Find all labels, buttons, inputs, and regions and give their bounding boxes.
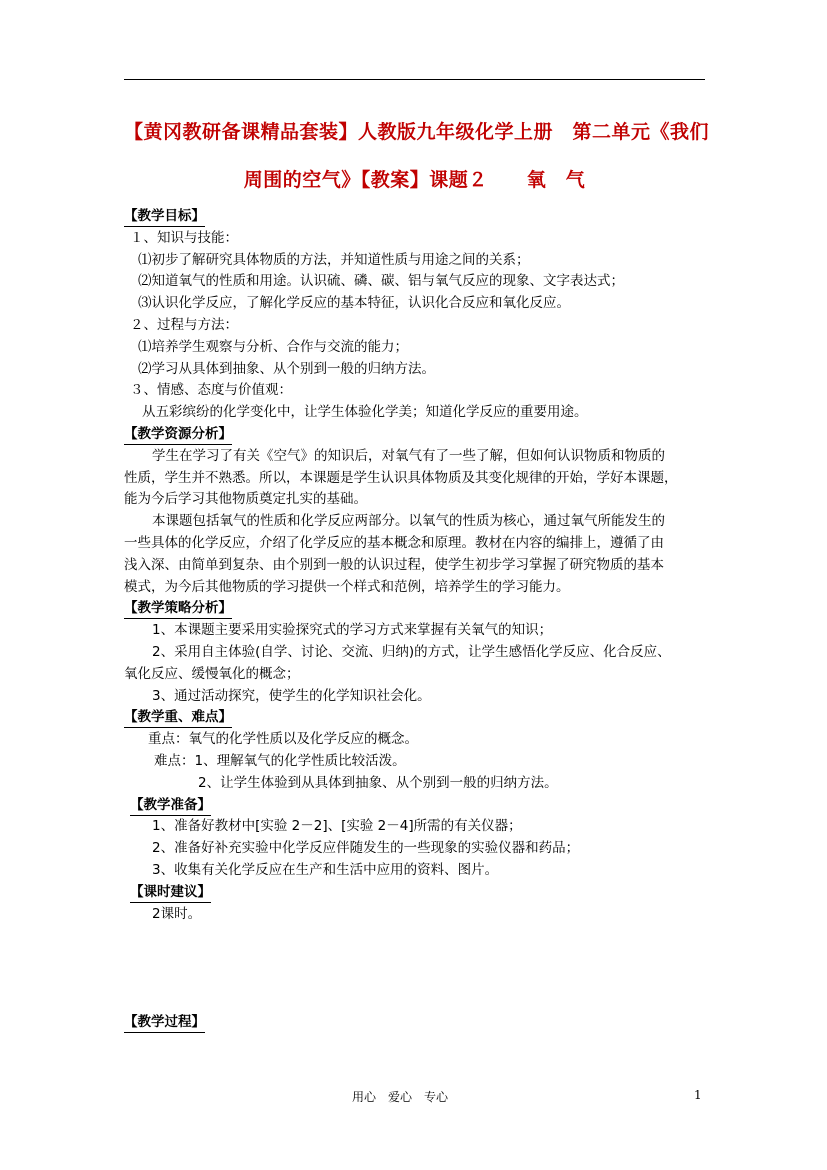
page-number: 1 bbox=[694, 1088, 702, 1102]
goals-line: ⑵知道氧气的性质和用途。认识硫、磷、碳、铝与氧气反应的现象、文字表达式； bbox=[138, 273, 624, 290]
footer-motto: 用心 爱心 专心 bbox=[352, 1090, 449, 1104]
resources-line: 学生在学习了有关《空气》的知识后，对氧气有了一些了解，但如何认识物质和物质的 bbox=[152, 447, 665, 464]
blank-space bbox=[124, 925, 716, 1012]
section-heading-resources: 【教学资源分析】 bbox=[124, 425, 232, 445]
goals-line: １、知识与技能： bbox=[130, 229, 238, 246]
resources-line: 本课题包括氧气的性质和化学反应两部分。以氧气的性质为核心，通过氧气所能发生的 bbox=[152, 513, 665, 530]
prep-line: 1、准备好教材中[实验 2－2]、[实验 2－4]所需的有关仪器； bbox=[152, 818, 522, 835]
goals-line: ⑴培养学生观察与分析、合作与交流的能力； bbox=[138, 338, 408, 355]
section-hours bbox=[124, 882, 716, 904]
section-keypoints bbox=[124, 707, 716, 729]
section-heading-prep: 【教学准备】 bbox=[130, 796, 211, 816]
section-process bbox=[124, 1012, 716, 1034]
section-heading-process: 【教学过程】 bbox=[124, 1013, 205, 1033]
strategy-line: 氧化反应、缓慢氧化的概念； bbox=[124, 665, 300, 682]
goals-line: 从五彩缤纷的化学变化中，让学生体验化学美；知道化学反应的重要用途。 bbox=[142, 404, 588, 421]
keypoints-line: 重点：氧气的化学性质以及化学反应的概念。 bbox=[148, 731, 418, 748]
document-body bbox=[124, 206, 716, 1034]
goals-line: ⑶认识化学反应，了解化学反应的基本特征，认识化合反应和氧化反应。 bbox=[138, 295, 570, 312]
strategy-line: 3、通过活动探究，使学生的化学知识社会化。 bbox=[152, 687, 431, 704]
section-heading-strategy: 【教学策略分析】 bbox=[124, 599, 232, 619]
section-strategy bbox=[124, 598, 716, 620]
resources-line: 能为今后学习其他物质奠定扎实的基础。 bbox=[124, 491, 367, 508]
goals-line: ２、过程与方法： bbox=[130, 316, 238, 333]
prep-line: 2、准备好补充实验中化学反应伴随发生的一些现象的实验仪器和药品； bbox=[152, 840, 580, 857]
document-title bbox=[124, 108, 710, 204]
title-line-2: 周围的空气》【教案】课题２ 氧 气 bbox=[243, 169, 586, 191]
keypoints-line: 2、让学生体验到从具体到抽象、从个别到一般的归纳方法。 bbox=[198, 774, 558, 791]
resources-line: 一些具体的化学反应，介绍了化学反应的基本概念和原理。教材在内容的编排上，遵循了由 bbox=[124, 534, 664, 551]
resources-line: 模式，为今后其他物质的学习提供一个样式和范例，培养学生的学习能力。 bbox=[124, 578, 570, 595]
prep-line: 3、收集有关化学反应在生产和生活中应用的资料、图片。 bbox=[152, 861, 499, 878]
header-rule bbox=[124, 79, 705, 80]
hours-line: 2课时。 bbox=[152, 905, 202, 922]
section-heading-goals: 【教学目标】 bbox=[124, 207, 205, 227]
goals-line: ３、情感、态度与价值观： bbox=[130, 382, 292, 399]
goals-line: ⑵学习从具体到抽象、从个别到一般的归纳方法。 bbox=[138, 360, 435, 377]
title-line-1: 【黄冈教研备课精品套装】人教版九年级化学上册 第二单元《我们 bbox=[124, 121, 710, 143]
section-prep bbox=[124, 795, 716, 817]
keypoints-line: 难点：1、理解氧气的化学性质比较活泼。 bbox=[154, 752, 406, 769]
strategy-line: 1、本课题主要采用实验探究式的学习方式来掌握有关氧气的知识； bbox=[152, 622, 553, 639]
strategy-line: 2、采用自主体验(自学、讨论、交流、归纳)的方式，让学生感悟化学反应、化合反应、 bbox=[152, 643, 671, 660]
section-resources bbox=[124, 424, 716, 446]
resources-line: 性质，学生并不熟悉。所以，本课题是学生认识具体物质及其变化规律的开始，学好本课题， bbox=[124, 469, 678, 486]
section-goals bbox=[124, 206, 716, 228]
section-heading-keypoints: 【教学重、难点】 bbox=[124, 708, 232, 728]
resources-line: 浅入深、由简单到复杂、由个别到一般的认识过程，使学生初步学习掌握了研究物质的基本 bbox=[124, 556, 664, 573]
goals-line: ⑴初步了解研究具体物质的方法，并知道性质与用途之间的关系； bbox=[138, 251, 530, 268]
section-heading-hours: 【课时建议】 bbox=[130, 883, 211, 903]
